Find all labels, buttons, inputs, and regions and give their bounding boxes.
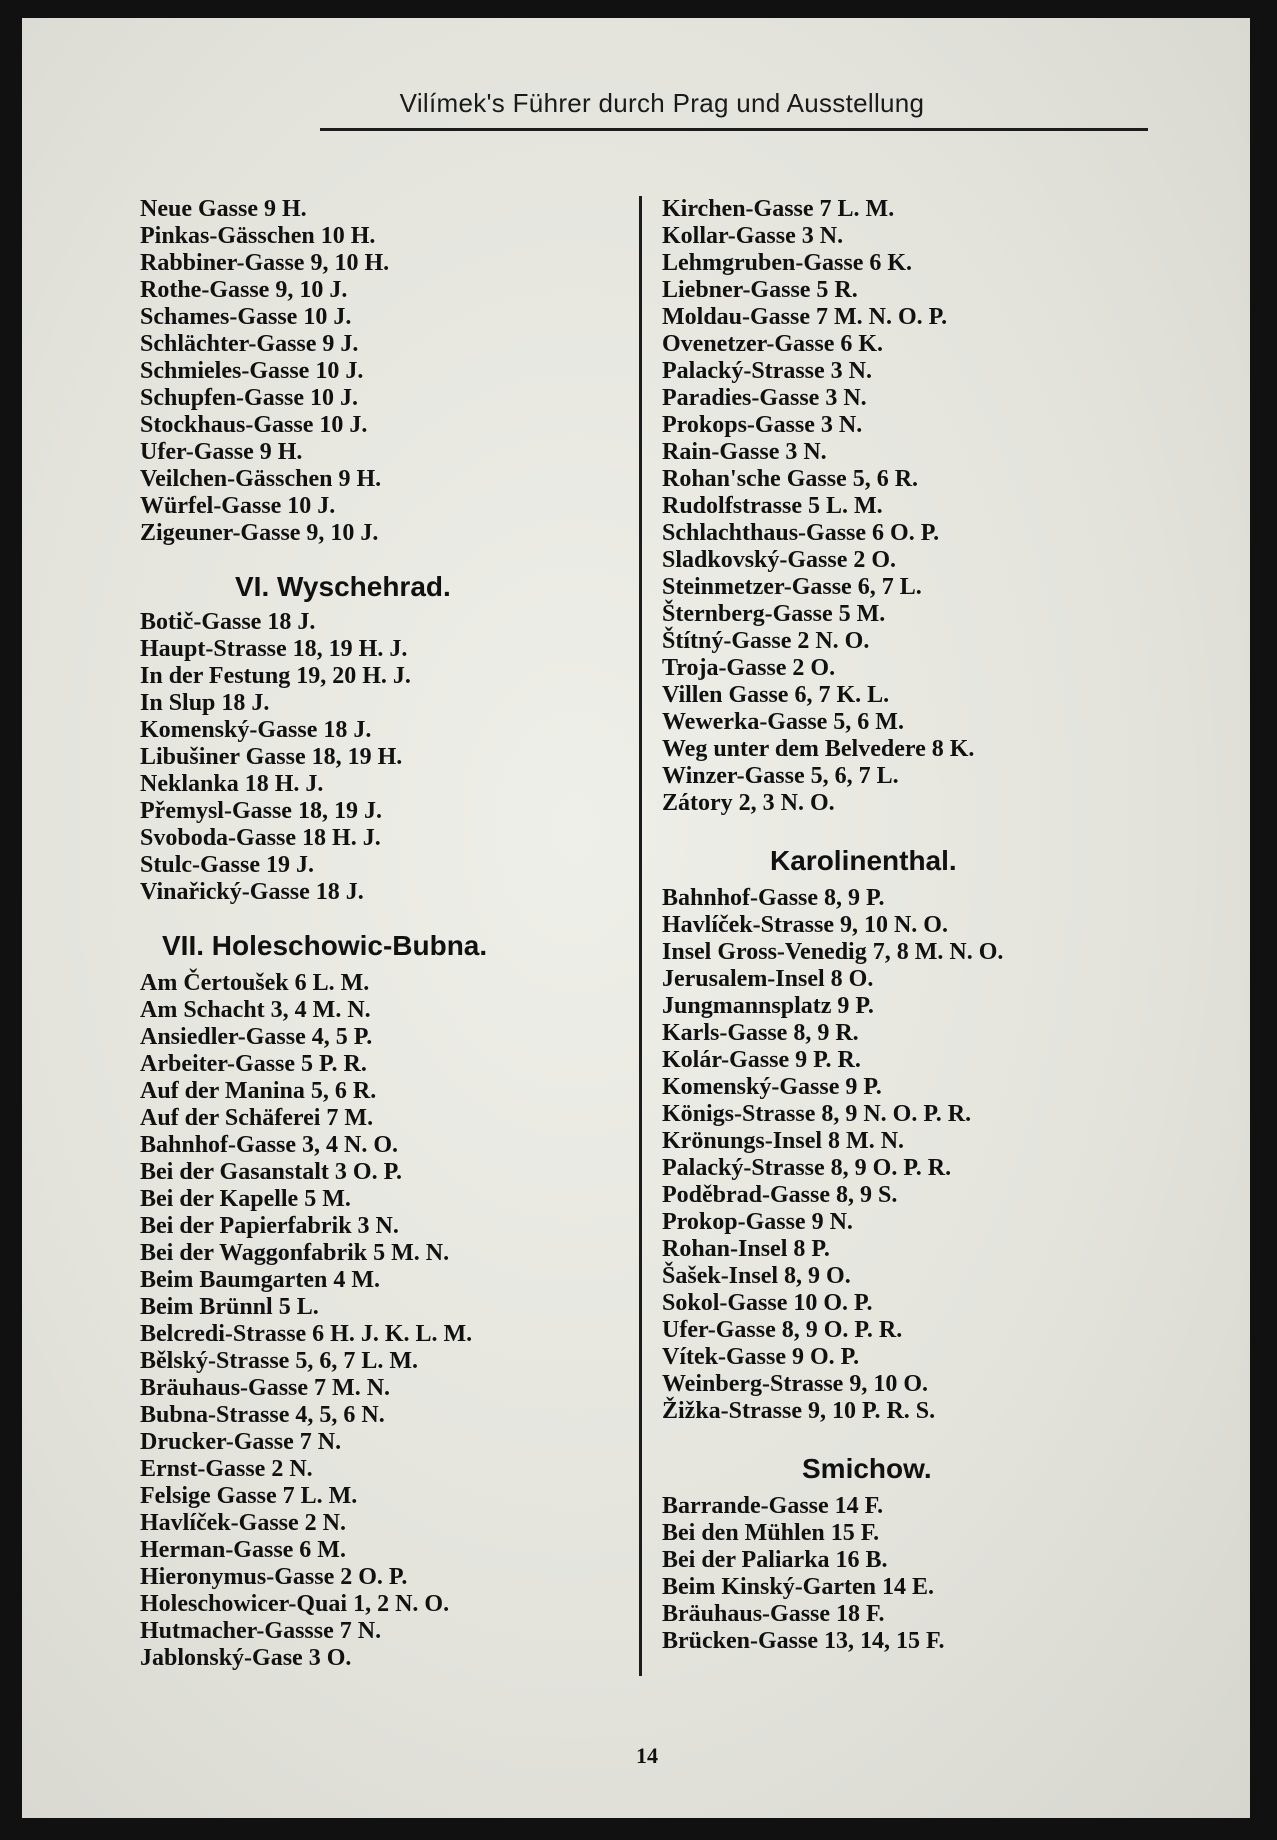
street-entry: Schlächter-Gasse 9 J. [140,331,359,357]
smichow-list [662,1493,1232,1655]
street-entry: Přemysl-Gasse 18, 19 J. [140,798,382,824]
street-entry: Komenský-Gasse 18 J. [140,717,372,743]
street-entry: Vítek-Gasse 9 O. P. [662,1344,860,1370]
street-entry: Bahnhof-Gasse 8, 9 P. [662,885,885,911]
street-entry: Stulc-Gasse 19 J. [140,852,314,878]
left-column [140,196,620,1672]
street-entry: Šašek-Insel 8, 9 O. [662,1263,851,1289]
street-entry: Neklanka 18 H. J. [140,771,324,797]
street-entry: Weinberg-Strasse 9, 10 O. [662,1371,928,1397]
street-entry: Ovenetzer-Gasse 6 K. [662,331,884,357]
street-entry: Herman-Gasse 6 M. [140,1537,346,1563]
street-entry: Am Čertoušek 6 L. M. [140,970,370,996]
street-entry: Havlíček-Gasse 2 N. [140,1510,346,1536]
street-entry: Karls-Gasse 8, 9 R. [662,1020,859,1046]
section-heading-smichow: Smichow. [802,1453,932,1484]
street-entry: Villen Gasse 6, 7 K. L. [662,682,890,708]
street-entry: Schames-Gasse 10 J. [140,304,352,330]
street-entry: Ufer-Gasse 8, 9 O. P. R. [662,1317,903,1343]
street-entry: Würfel-Gasse 10 J. [140,493,336,519]
street-entry: Prokops-Gasse 3 N. [662,412,863,438]
street-entry: Ernst-Gasse 2 N. [140,1456,313,1482]
street-entry: Zigeuner-Gasse 9, 10 J. [140,520,379,546]
street-entry: Krönungs-Insel 8 M. N. [662,1128,905,1154]
street-entry: Belcredi-Strasse 6 H. J. K. L. M. [140,1321,473,1347]
street-entry: Bei der Kapelle 5 M. [140,1186,351,1212]
section-heading-karolinenthal: Karolinenthal. [770,845,957,876]
street-entry: Barrande-Gasse 14 F. [662,1493,884,1519]
street-entry: Poděbrad-Gasse 8, 9 S. [662,1182,898,1208]
street-entry: Insel Gross-Venedig 7, 8 M. N. O. [662,939,1004,965]
street-entry: Moldau-Gasse 7 M. N. O. P. [662,304,948,330]
street-entry: Jungmannsplatz 9 P. [662,993,874,1019]
street-entry: Svoboda-Gasse 18 H. J. [140,825,381,851]
street-entry: Winzer-Gasse 5, 6, 7 L. [662,763,899,789]
street-entry: Beim Brünnl 5 L. [140,1294,319,1320]
street-entry: Jablonský-Gase 3 O. [140,1645,352,1671]
street-entry: Hieronymus-Gasse 2 O. P. [140,1564,408,1590]
street-entry: In der Festung 19, 20 H. J. [140,663,411,689]
street-entry: Pinkas-Gässchen 10 H. [140,223,376,249]
street-entry: Bei der Gasanstalt 3 O. P. [140,1159,403,1185]
street-entry: Bahnhof-Gasse 3, 4 N. O. [140,1132,399,1158]
street-entry: Bei den Mühlen 15 F. [662,1520,880,1546]
street-entry: Jerusalem-Insel 8 O. [662,966,874,992]
street-entry: In Slup 18 J. [140,690,270,716]
street-entry: Libušiner Gasse 18, 19 H. [140,744,403,770]
street-entry: Bei der Paliarka 16 B. [662,1547,888,1573]
street-entry: Weg unter dem Belvedere 8 K. [662,736,975,762]
street-entry: Schmieles-Gasse 10 J. [140,358,364,384]
section-heading-wyschehrad: VI. Wyschehrad. [235,571,451,602]
street-entry: Vinařický-Gasse 18 J. [140,879,364,905]
street-entry: Bräuhaus-Gasse 7 M. N. [140,1375,391,1401]
street-entry: Palacký-Strasse 8, 9 O. P. R. [662,1155,952,1181]
street-entry: Zátory 2, 3 N. O. [662,790,835,816]
street-entry: Bräuhaus-Gasse 18 F. [662,1601,885,1627]
street-entry: Prokop-Gasse 9 N. [662,1209,853,1235]
street-entry: Palacký-Strasse 3 N. [662,358,872,384]
street-entry: Bei der Papierfabrik 3 N. [140,1213,399,1239]
street-entry: Steinmetzer-Gasse 6, 7 L. [662,574,922,600]
street-entry: Auf der Schäferei 7 M. [140,1105,374,1131]
street-entry: Stockhaus-Gasse 10 J. [140,412,368,438]
street-entry: Bubna-Strasse 4, 5, 6 N. [140,1402,385,1428]
street-entry: Sladkovský-Gasse 2 O. [662,547,897,573]
street-entry: Ansiedler-Gasse 4, 5 P. [140,1024,373,1050]
street-entry: Žižka-Strasse 9, 10 P. R. S. [662,1398,936,1424]
section-heading-holeschowic-bubna: VII. Holeschowic-Bubna. [162,930,488,961]
book-page [22,18,1250,1818]
wyschehrad-list [140,609,620,906]
street-entry: Rohan-Insel 8 P. [662,1236,830,1262]
street-entry: Schlachthaus-Gasse 6 O. P. [662,520,940,546]
street-entry: Wewerka-Gasse 5, 6 M. [662,709,904,735]
street-entry: Botič-Gasse 18 J. [140,609,316,635]
street-entry: Königs-Strasse 8, 9 N. O. P. R. [662,1101,972,1127]
column-divider [639,196,642,1676]
street-entry: Am Schacht 3, 4 M. N. [140,997,371,1023]
right-list-top [662,196,1232,817]
street-entry: Ufer-Gasse 9 H. [140,439,303,465]
street-entry: Lehmgruben-Gasse 6 K. [662,250,913,276]
street-entry: Schupfen-Gasse 10 J. [140,385,359,411]
street-entry: Troja-Gasse 2 O. [662,655,836,681]
street-entry: Hutmacher-Gassse 7 N. [140,1618,382,1644]
street-entry: Kollar-Gasse 3 N. [662,223,844,249]
street-entry: Paradies-Gasse 3 N. [662,385,867,411]
street-entry: Haupt-Strasse 18, 19 H. J. [140,636,408,662]
street-entry: Holeschowicer-Quai 1, 2 N. O. [140,1591,450,1617]
street-entry: Rothe-Gasse 9, 10 J. [140,277,348,303]
street-entry: Komenský-Gasse 9 P. [662,1074,882,1100]
left-list-top [140,196,620,547]
holeschowic-bubna-list [140,970,620,1672]
street-entry: Kirchen-Gasse 7 L. M. [662,196,895,222]
street-entry: Auf der Manina 5, 6 R. [140,1078,377,1104]
page-number: 14 [636,1743,658,1768]
street-entry: Drucker-Gasse 7 N. [140,1429,342,1455]
street-entry: Štítný-Gasse 2 N. O. [662,628,870,654]
street-entry: Rudolfstrasse 5 L. M. [662,493,883,519]
running-header: Vilímek's Führer durch Prag und Ausstellung [399,88,925,118]
right-column [662,196,1232,1655]
street-entry: Felsige Gasse 7 L. M. [140,1483,358,1509]
street-entry: Beim Kinský-Garten 14 E. [662,1574,935,1600]
street-entry: Bei der Waggonfabrik 5 M. N. [140,1240,450,1266]
street-entry: Kolár-Gasse 9 P. R. [662,1047,861,1073]
street-entry: Šternberg-Gasse 5 M. [662,601,886,627]
street-entry: Arbeiter-Gasse 5 P. R. [140,1051,367,1077]
street-entry: Rohan'sche Gasse 5, 6 R. [662,466,919,492]
street-entry: Sokol-Gasse 10 O. P. [662,1290,873,1316]
street-entry: Neue Gasse 9 H. [140,196,307,222]
street-entry: Rain-Gasse 3 N. [662,439,827,465]
street-entry: Bělský-Strasse 5, 6, 7 L. M. [140,1348,418,1374]
street-entry: Rabbiner-Gasse 9, 10 H. [140,250,390,276]
karolinenthal-list [662,885,1232,1425]
street-entry: Veilchen-Gässchen 9 H. [140,466,382,492]
street-entry: Beim Baumgarten 4 M. [140,1267,380,1293]
street-entry: Havlíček-Strasse 9, 10 N. O. [662,912,948,938]
street-entry: Brücken-Gasse 13, 14, 15 F. [662,1628,945,1654]
header-rule [320,128,1148,131]
street-entry: Liebner-Gasse 5 R. [662,277,858,303]
